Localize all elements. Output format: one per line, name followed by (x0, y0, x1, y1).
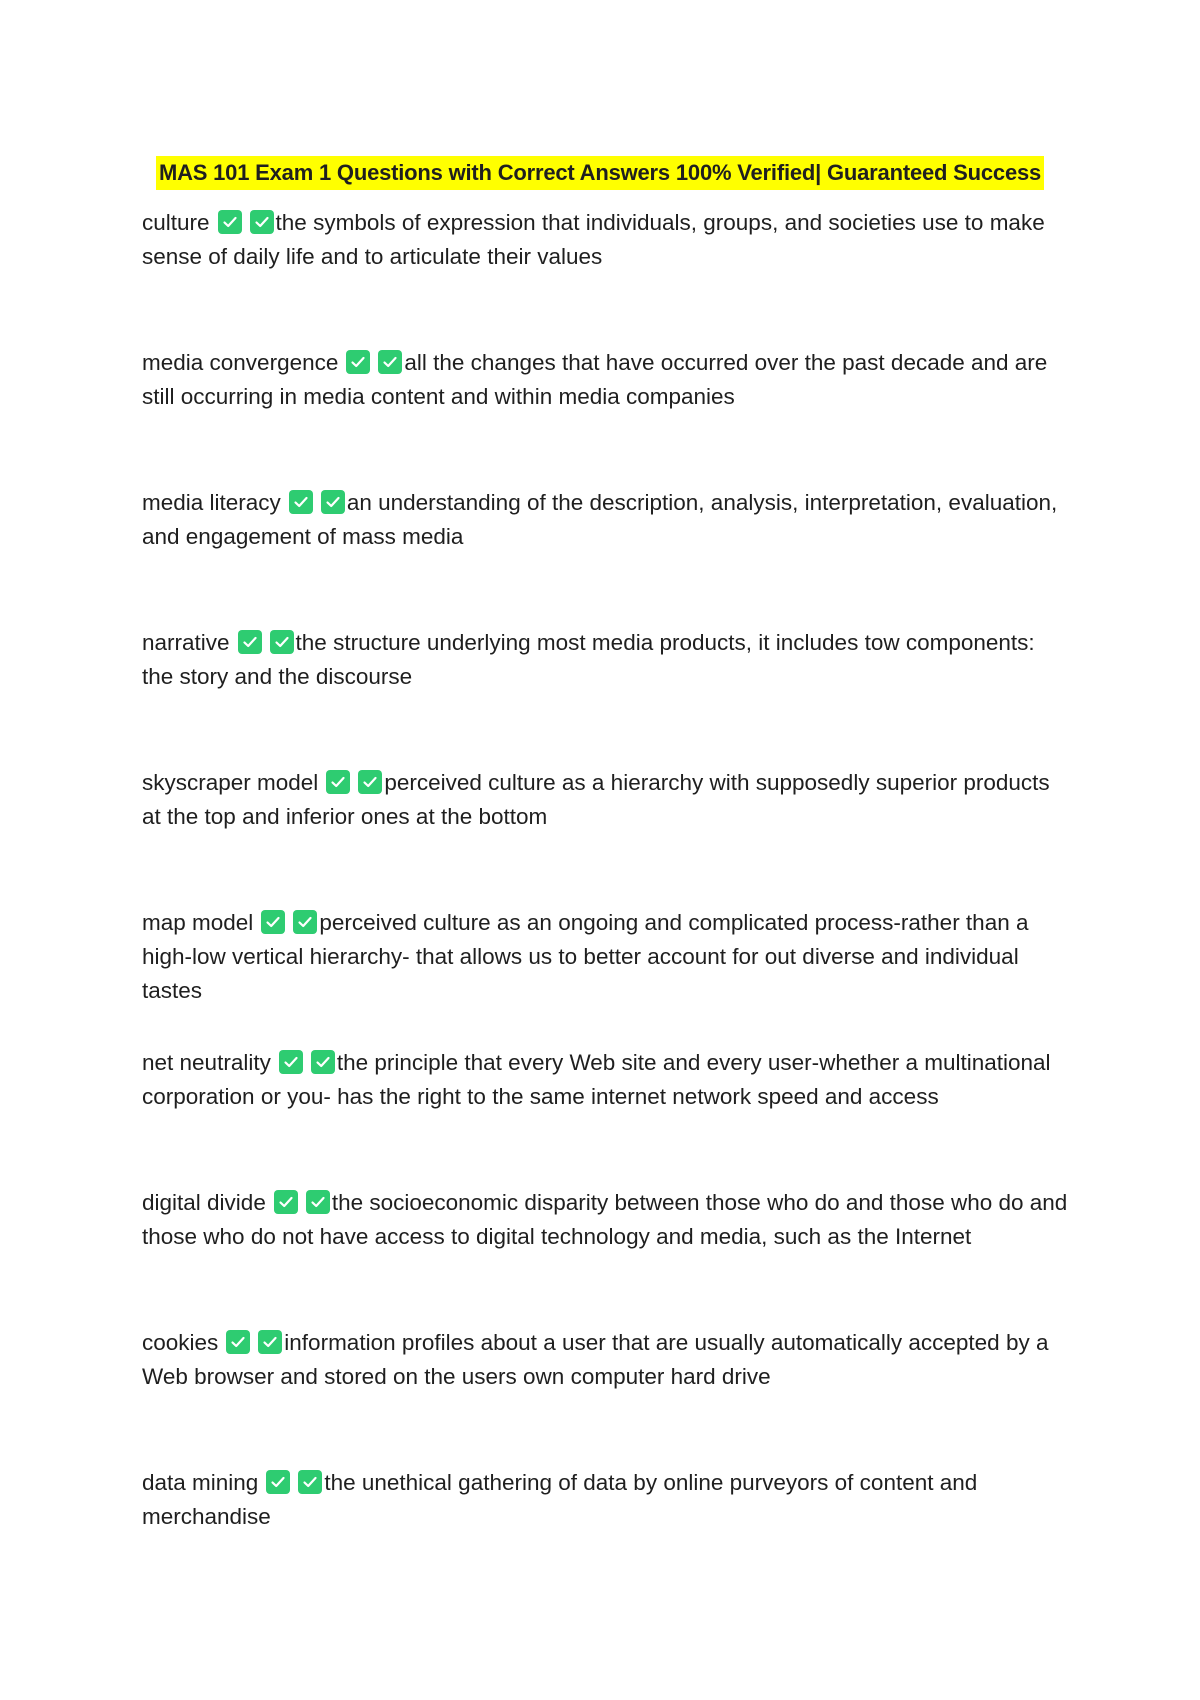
green-checkbox-icon (238, 630, 262, 654)
entry-definition: all the changes that have occurred over the past decade and are still occurring in media content and within media companies (142, 350, 1048, 409)
document-title: MAS 101 Exam 1 Questions with Correct Answers 100% Verified| Guaranteed Success (156, 156, 1044, 190)
entry-term: map model (142, 910, 254, 935)
entry-definition: the unethical gathering of data by online purveyors of content and merchandise (142, 1470, 978, 1529)
flashcard-entry (142, 1466, 1072, 1606)
green-checkbox-icon (311, 1050, 335, 1074)
entry-term: media literacy (142, 490, 281, 515)
flashcard-list (142, 206, 1072, 1606)
entry-definition: the socioeconomic disparity between those who do and those who do and those who do not have access to digital technology and media, such as the Internet (142, 1190, 1068, 1249)
green-checkbox-icon (378, 350, 402, 374)
flashcard-entry (142, 1186, 1072, 1326)
green-checkbox-icon (250, 210, 274, 234)
entry-term: digital divide (142, 1190, 266, 1215)
title-container (0, 156, 1200, 190)
entry-term: net neutrality (142, 1050, 271, 1075)
entry-definition: the structure underlying most media products, it includes tow components: the story and the discourse (142, 630, 1035, 689)
entry-term: narrative (142, 630, 230, 655)
green-checkbox-icon (289, 490, 313, 514)
green-checkbox-icon (358, 770, 382, 794)
entry-term: skyscraper model (142, 770, 319, 795)
green-checkbox-icon (261, 910, 285, 934)
green-checkbox-icon (266, 1470, 290, 1494)
entry-definition: an understanding of the description, analysis, interpretation, evaluation, and engagement of mass media (142, 490, 1058, 549)
entry-term: media convergence (142, 350, 339, 375)
entry-definition: perceived culture as an ongoing and complicated process-rather than a high-low vertical hierarchy- that allows us to better account for out diverse and individual tastes (142, 910, 1029, 1003)
green-checkbox-icon (321, 490, 345, 514)
entry-definition: the symbols of expression that individuals, groups, and societies use to make sense of daily life and to articulate their values (142, 210, 1045, 269)
green-checkbox-icon (306, 1190, 330, 1214)
entry-definition: the principle that every Web site and every user-whether a multinational corporation or you- has the right to the same internet network speed and access (142, 1050, 1051, 1109)
entry-term: culture (142, 210, 210, 235)
green-checkbox-icon (218, 210, 242, 234)
green-checkbox-icon (298, 1470, 322, 1494)
entry-definition: perceived culture as a hierarchy with supposedly superior products at the top and inferior ones at the bottom (142, 770, 1050, 829)
green-checkbox-icon (346, 350, 370, 374)
flashcard-entry (142, 206, 1072, 346)
green-checkbox-icon (258, 1330, 282, 1354)
entry-term: cookies (142, 1330, 219, 1355)
green-checkbox-icon (226, 1330, 250, 1354)
green-checkbox-icon (274, 1190, 298, 1214)
green-checkbox-icon (293, 910, 317, 934)
flashcard-entry (142, 486, 1072, 626)
flashcard-entry (142, 346, 1072, 486)
flashcard-entry (142, 1046, 1072, 1186)
green-checkbox-icon (279, 1050, 303, 1074)
green-checkbox-icon (326, 770, 350, 794)
entry-definition: information profiles about a user that are usually automatically accepted by a Web browser and stored on the users own computer hard drive (142, 1330, 1049, 1389)
flashcard-entry (142, 766, 1072, 906)
entry-term: data mining (142, 1470, 259, 1495)
flashcard-entry (142, 1326, 1072, 1466)
flashcard-entry (142, 906, 1072, 1046)
green-checkbox-icon (270, 630, 294, 654)
flashcard-entry (142, 626, 1072, 766)
